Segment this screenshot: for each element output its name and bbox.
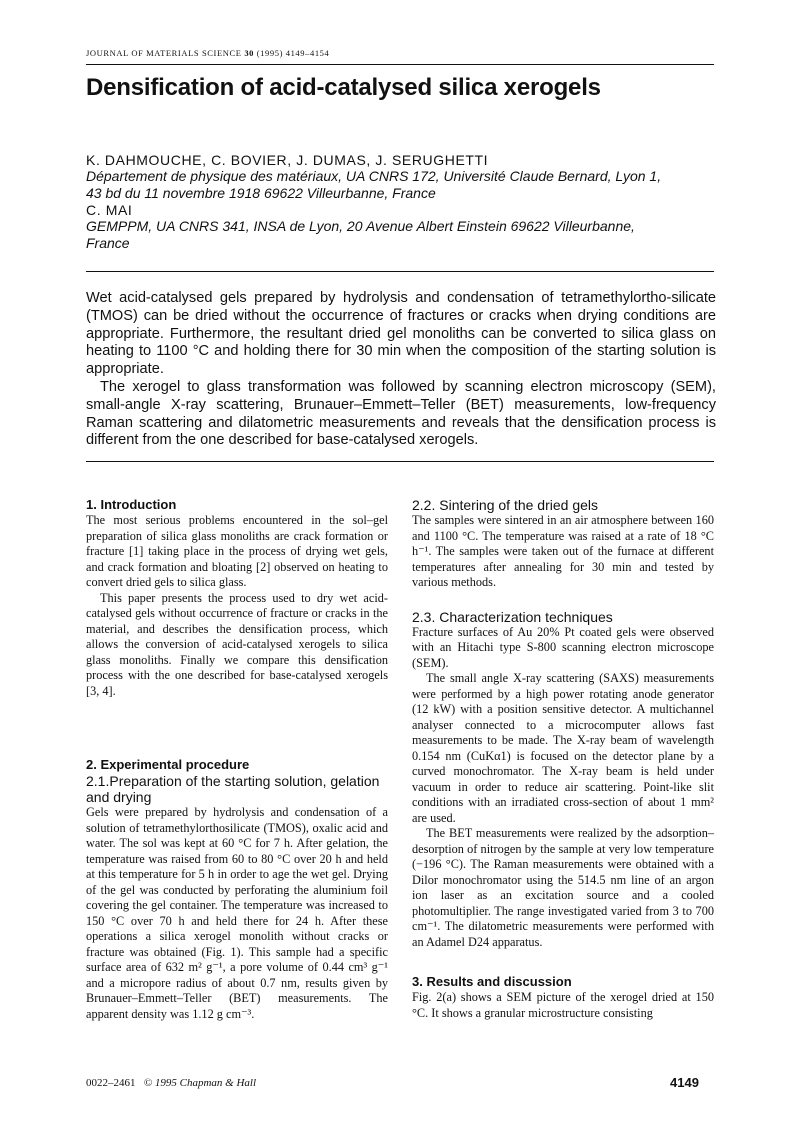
journal-header bbox=[86, 48, 329, 58]
affiliation-line: Département de physique des matériaux, UA CNRS 172, Université Claude Bernard, Lyon 1, bbox=[86, 168, 662, 184]
affiliation-line: 43 bd du 11 novembre 1918 69622 Villeurbanne, France bbox=[86, 185, 436, 201]
copyright-notice: © 1995 Chapman & Hall bbox=[143, 1077, 257, 1089]
abstract bbox=[86, 290, 716, 450]
subsection-heading-preparation: 2.1.Preparation of the starting solution, gelation and drying bbox=[86, 773, 380, 805]
author-group-2: C. MAI bbox=[86, 202, 133, 218]
subsection-heading-characterization: 2.3. Characterization techniques bbox=[412, 608, 613, 625]
journal-code: 0022–2461 bbox=[86, 1077, 136, 1089]
affiliation-1 bbox=[86, 168, 716, 202]
footer-copyright bbox=[86, 1077, 256, 1089]
abstract-bottom-rule bbox=[86, 461, 714, 462]
abstract-paragraph: Wet acid-catalysed gels prepared by hydrolysis and condensation of tetramethylortho-silicate (TMOS) can be dried without the occurrence of fractures or cracks when drying conditions are appropriate. Furthermore, the resultant dried gel monoliths can be converted to silica glass on heating to 1100 °C and holding there for 30 min when the composition of the starting solution is appropriate. bbox=[86, 290, 716, 378]
section-heading-experimental: 2. Experimental procedure bbox=[86, 757, 250, 772]
section-heading-results: 3. Results and discussion bbox=[412, 974, 572, 989]
page-number: 4149 bbox=[670, 1075, 699, 1090]
body-paragraph: Fig. 2(a) shows a SEM picture of the xerogel dried at 150 °C. It shows a granular microstructure consisting bbox=[412, 990, 714, 1020]
body-paragraph: The samples were sintered in an air atmosphere between 160 and 1100 °C. The temperature was raised at a rate of 18 °C h⁻¹. The samples were taken out of the furnace at different temperatures after annealing for 30 min and tested by various methods. bbox=[412, 513, 714, 589]
journal-name: JOURNAL OF MATERIALS SCIENCE bbox=[86, 48, 242, 58]
body-paragraph: The most serious problems encountered in the sol–gel preparation of silica glass monoliths are crack formation or fracture [1] taking place in the process of drying wet gels, and crack formation and bloating [2] observed on heating to convert dried gels to silica glass. bbox=[86, 513, 388, 589]
journal-volume: 30 bbox=[244, 48, 255, 58]
article-title: Densification of acid-catalysed silica xerogels bbox=[86, 74, 601, 101]
affiliation-line: France bbox=[86, 235, 130, 251]
left-column bbox=[86, 497, 388, 1022]
affiliation-2 bbox=[86, 218, 716, 252]
section-heading-introduction: 1. Introduction bbox=[86, 497, 177, 512]
body-paragraph: The BET measurements were realized by the adsorption–desorption of nitrogen by the sample at very low temperature (−196 °C). The Raman measurements were obtained with a Dilor monochromator using the 514.5 nm line of an argon ion laser as an excitation source and a cooled photomultiplier. The range investigated varied from 3 to 700 cm⁻¹. The dilatometric measurements were performed with an Adamel D24 apparatus. bbox=[412, 826, 714, 949]
journal-year-pages: (1995) 4149–4154 bbox=[256, 48, 330, 58]
abstract-paragraph: The xerogel to glass transformation was followed by scanning electron microscopy (SEM), small-angle X-ray scattering, Brunauer–Emmett–Teller (BET) measurements, low-frequency Raman scattering and dilatometric measurements and reveals that the densification process is different from the one described for base-catalysed xerogels. bbox=[86, 378, 716, 449]
author-group-1: K. DAHMOUCHE, C. BOVIER, J. DUMAS, J. SERUGHETTI bbox=[86, 152, 489, 168]
abstract-top-rule bbox=[86, 271, 714, 272]
subsection-heading-sintering: 2.2. Sintering of the dried gels bbox=[412, 497, 599, 513]
body-paragraph: This paper presents the process used to dry wet acid-catalysed gels without occurrence of fracture or cracks in the material, and describes the densification process, which allows the conversion of acid-catalysed xerogels to silica glass monoliths. Finally we compare this densification process with the one described for base-catalysed xerogels [3, 4]. bbox=[86, 590, 388, 698]
body-paragraph: Gels were prepared by hydrolysis and condensation of a solution of tetramethylorthosilicate (TMOS), oxalic acid and water. The sol was kept at 60 °C for 7 h. After gelation, the temperature was raised from 60 to 80 °C over 20 h and held at this temperature for 5 h in order to age the wet gel. Drying of the gel was conducted by perforating the aluminium foil covering the gel container. The temperature was increased to 150 °C over 70 h and held there for 24 h. After these operations a silica xerogel monolith without cracks or fracture was obtained (Fig. 1). This sample had a specific surface area of 632 m² g⁻¹, a pore volume of 0.44 cm³ g⁻¹ and a micropore radius of about 0.7 nm, results given by Brunauer–Emmett–Teller (BET) measurements. The apparent density was 1.12 g cm⁻³. bbox=[86, 805, 388, 1021]
affiliation-line: GEMPPM, UA CNRS 341, INSA de Lyon, 20 Avenue Albert Einstein 69622 Villeurbanne, bbox=[86, 218, 635, 234]
body-paragraph: Fracture surfaces of Au 20% Pt coated gels were observed with an Hitachi type S-800 scanning electron microscope (SEM). bbox=[412, 624, 714, 670]
header-rule bbox=[86, 64, 714, 65]
right-column bbox=[412, 497, 714, 1021]
body-paragraph: The small angle X-ray scattering (SAXS) measurements were performed by a high power rotating anode generator (12 kW) with a position sensitive detector. A multichannel analyser connected to a microcomputer allows fast measurements to be made. The X-ray beam of wavelength 0.154 nm (CuKα1) is focused on the detector plane by a curved monochromator. The X-ray beam is held under vacuum in order to reduce air scattering. Point-like slit conditions with an irradiated cross-section of about 1 mm² are used. bbox=[412, 671, 714, 825]
